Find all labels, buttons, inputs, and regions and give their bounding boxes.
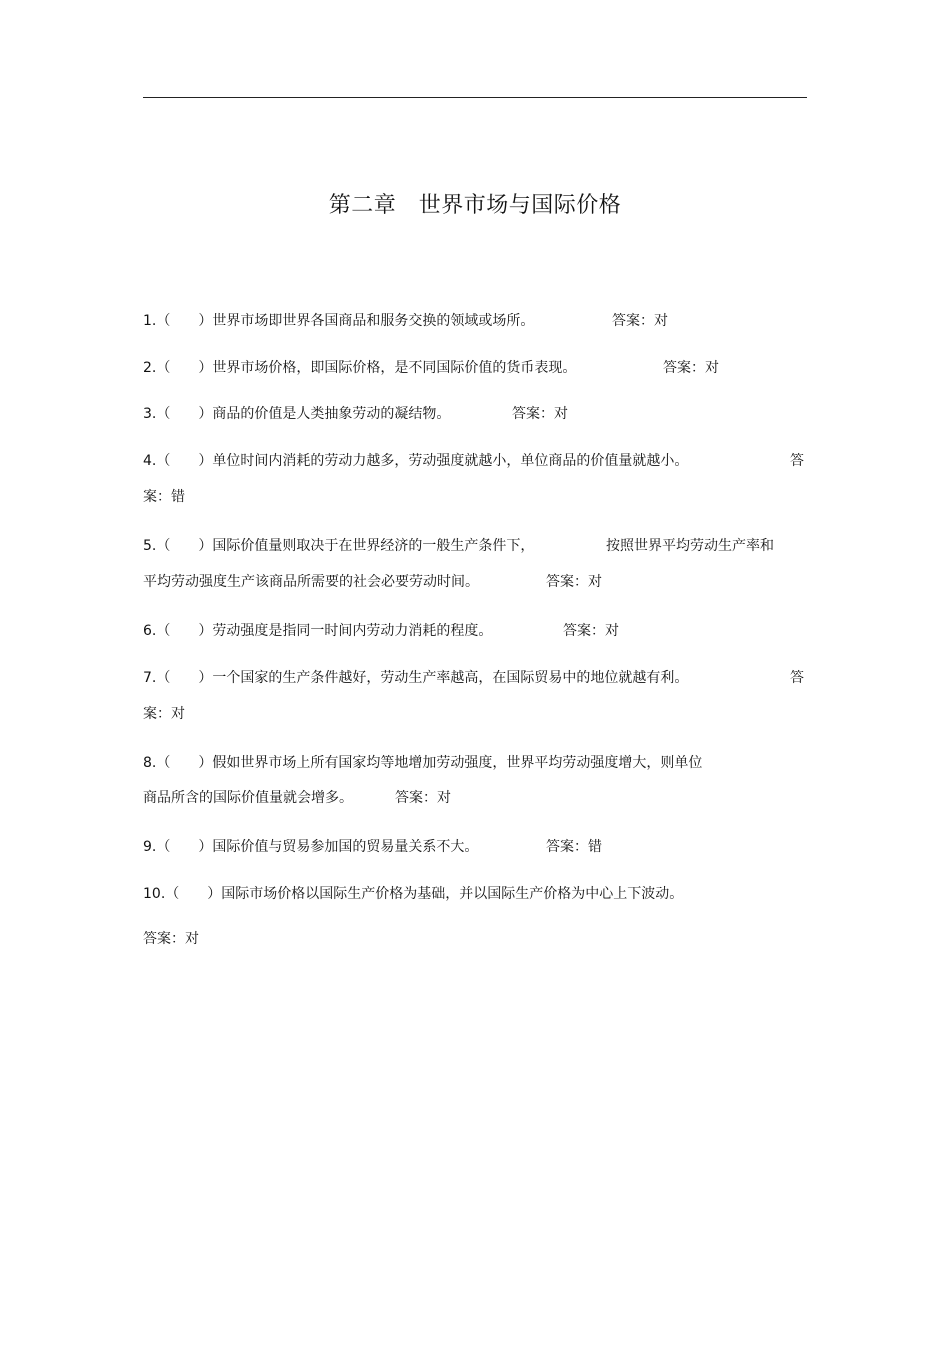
question-text: 国际市场价格以国际生产价格为基础，并以国际生产价格为中心上下波动。 [221,886,684,902]
answer-label: 答案：对 [395,790,451,806]
question-9 [143,838,478,856]
answer-label: 答案：对 [143,931,199,947]
question-text: 国际价值与贸易参加国的贸易量关系不大。 [212,839,479,855]
answer-label: 答 [790,670,804,686]
answer-label: 答案：对 [546,574,602,590]
answer-blank: （ ） [156,360,213,376]
question-1 [143,312,534,330]
answer-blank: （ ） [156,453,213,469]
page-title: 第二章 世界市场与国际价格 [328,193,622,218]
answer-blank: （ ） [156,538,213,554]
question-number: 1. [143,313,157,329]
question-text: 一个国家的生产条件越好，劳动生产率越高，在国际贸易中的地位就越有利。 [212,670,689,686]
question-text: 世界市场价格，即国际价格，是不同国际价值的货币表现。 [212,360,577,376]
question-text: 劳动强度是指同一时间内劳动力消耗的程度。 [212,623,493,639]
question-text: 商品的价值是人类抽象劳动的凝结物。 [212,406,451,422]
question-7 [143,669,688,687]
question-number: 5. [143,538,157,554]
answer-blank: （ ） [156,406,213,422]
question-text: 国际价值量则取决于在世界经济的一般生产条件下， [212,538,535,554]
question-number: 9. [143,839,157,855]
question-number: 3. [143,406,157,422]
answer-label: 答案：对 [663,360,719,376]
answer-blank: （ ） [156,755,213,771]
question-number: 2. [143,360,157,376]
question-5 [143,537,534,555]
question-3 [143,405,450,423]
question-number: 10. [143,886,166,902]
question-2 [143,359,576,377]
answer-label: 答 [790,453,804,469]
answer-label: 答案：对 [563,623,619,639]
top-rule [143,97,807,98]
question-8 [143,754,702,772]
question-number: 6. [143,623,157,639]
question-text-line2: 商品所含的国际价值量就会增多。 [143,790,353,806]
question-6 [143,622,492,640]
answer-label: 答案：错 [546,839,602,855]
question-text: 世界市场即世界各国商品和服务交换的领域或场所。 [212,313,535,329]
answer-blank: （ ） [156,623,213,639]
answer-label: 答案：对 [612,313,668,329]
question-10 [143,885,683,903]
question-number: 4. [143,453,157,469]
question-text: 假如世界市场上所有国家均等地增加劳动强度，世界平均劳动强度增大，则单位 [212,755,703,771]
question-number: 7. [143,670,157,686]
answer-blank: （ ） [156,313,213,329]
answer-blank: （ ） [165,886,222,902]
question-text-line2: 平均劳动强度生产该商品所需要的社会必要劳动时间。 [143,574,479,590]
answer-blank: （ ） [156,670,213,686]
answer-label: 案：对 [143,706,185,722]
question-text: 单位时间内消耗的劳动力越多，劳动强度就越小，单位商品的价值量就越小。 [212,453,689,469]
answer-label: 案：错 [143,489,185,505]
answer-blank: （ ） [156,839,213,855]
answer-label: 答案：对 [512,406,568,422]
question-text-continued: 按照世界平均劳动生产率和 [606,538,774,554]
question-4 [143,452,688,470]
question-number: 8. [143,755,157,771]
